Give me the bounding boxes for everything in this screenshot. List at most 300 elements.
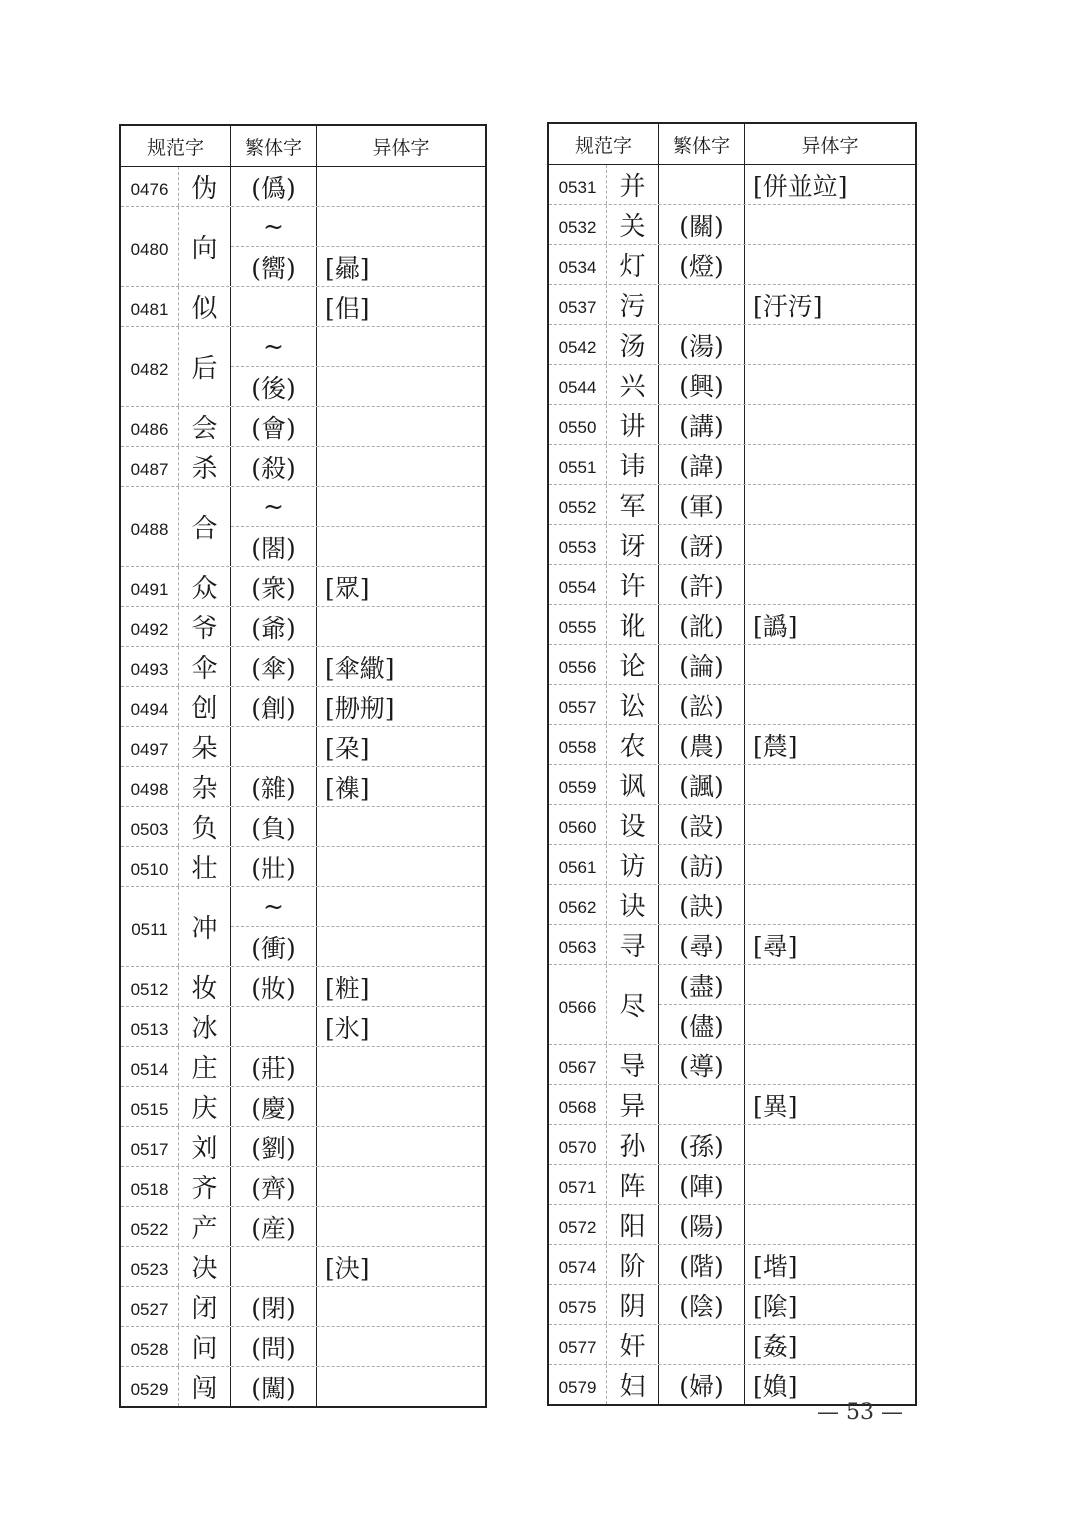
table-row: [549, 965, 915, 1045]
standard-char: 爷: [179, 607, 231, 646]
table-row: [549, 445, 915, 485]
table-row: [549, 365, 915, 405]
variant-char: [汙汚]: [753, 291, 823, 321]
traditional-char: (農): [659, 725, 745, 764]
traditional-char: (負): [231, 807, 317, 846]
table-row: [549, 885, 915, 925]
table-row: [121, 567, 485, 607]
table-row: [121, 687, 485, 727]
variant-char: [尋]: [753, 931, 798, 961]
char-code: 0575: [549, 1285, 607, 1324]
table-row: [121, 287, 485, 327]
char-code: 0488: [121, 487, 179, 566]
char-code: 0577: [549, 1325, 607, 1364]
traditional-char: (燈): [659, 245, 745, 284]
table-row: [549, 925, 915, 965]
char-code: 0514: [121, 1047, 179, 1086]
char-code: 0528: [121, 1327, 179, 1366]
variant-char: [刱剏]: [325, 693, 395, 723]
traditional-char: (傘): [231, 647, 317, 686]
variant-char: [317, 1127, 485, 1166]
standard-char: 访: [607, 845, 659, 884]
standard-char: 会: [179, 407, 231, 446]
traditional-char: (創): [231, 687, 317, 726]
standard-char: 闯: [179, 1367, 231, 1406]
table-row: [549, 165, 915, 205]
variant-char: [317, 847, 485, 886]
standard-char: 灯: [607, 245, 659, 284]
variant-char: [745, 525, 915, 564]
char-code: 0529: [121, 1367, 179, 1406]
standard-char: 尽: [607, 965, 659, 1044]
char-code: 0561: [549, 845, 607, 884]
standard-char: 刘: [179, 1127, 231, 1166]
standard-char: 壮: [179, 847, 231, 886]
traditional-char: (軍): [659, 485, 745, 524]
variant-char: [佀]: [325, 293, 370, 323]
traditional-char: [659, 1085, 745, 1124]
traditional-char: (孫): [659, 1125, 745, 1164]
char-code: 0560: [549, 805, 607, 844]
char-code: 0476: [121, 167, 179, 206]
variant-char: [媍]: [753, 1371, 798, 1401]
variant-char: [317, 407, 485, 446]
table-row: [121, 207, 485, 287]
standard-char: 合: [179, 487, 231, 566]
variant-char: [317, 1327, 485, 1366]
standard-char: 妆: [179, 967, 231, 1006]
table-row: [549, 1165, 915, 1205]
variant-char: [317, 527, 485, 566]
traditional-char: (産): [231, 1207, 317, 1246]
standard-char: 阴: [607, 1285, 659, 1324]
traditional-char: [659, 165, 745, 204]
variant-char: [粧]: [325, 973, 370, 1003]
table-row: [121, 847, 485, 887]
standard-char: 污: [607, 285, 659, 324]
table-row: [121, 1087, 485, 1127]
variant-char: [745, 325, 915, 364]
page-number: — 53 —: [817, 1400, 903, 1425]
char-code: 0518: [121, 1167, 179, 1206]
char-code: 0493: [121, 647, 179, 686]
standard-char: 朵: [179, 727, 231, 766]
variant-char: [745, 885, 915, 924]
table-row: [549, 1325, 915, 1365]
character-table-left: [119, 124, 487, 1408]
variant-char: [745, 845, 915, 884]
variant-char: [745, 1125, 915, 1164]
traditional-char: [231, 1007, 317, 1046]
table-row: [549, 1125, 915, 1165]
table-row: [549, 605, 915, 645]
standard-char: 后: [179, 327, 231, 406]
char-code: 0527: [121, 1287, 179, 1326]
traditional-char: (閤): [231, 527, 317, 566]
table-row: [121, 647, 485, 687]
standard-char: 决: [179, 1247, 231, 1286]
traditional-char: (陣): [659, 1165, 745, 1204]
char-code: 0497: [121, 727, 179, 766]
header-traditional: 繁体字: [231, 126, 317, 166]
traditional-char: (雜): [231, 767, 317, 806]
traditional-char: [659, 1325, 745, 1364]
standard-char: 杂: [179, 767, 231, 806]
char-code: 0512: [121, 967, 179, 1006]
standard-char: 诀: [607, 885, 659, 924]
traditional-char: (會): [231, 407, 317, 446]
standard-char: 设: [607, 805, 659, 844]
standard-char: 妇: [607, 1365, 659, 1404]
standard-char: 负: [179, 807, 231, 846]
standard-char: 讳: [607, 445, 659, 484]
traditional-char: (導): [659, 1045, 745, 1084]
traditional-char: (莊): [231, 1047, 317, 1086]
standard-char: 伪: [179, 167, 231, 206]
char-code: 0557: [549, 685, 607, 724]
char-code: 0503: [121, 807, 179, 846]
variant-char: [異]: [753, 1091, 798, 1121]
table-row: [549, 765, 915, 805]
variant-char: [朶]: [325, 733, 370, 763]
char-code: 0579: [549, 1365, 607, 1404]
char-code: 0480: [121, 207, 179, 286]
standard-char: 杀: [179, 447, 231, 486]
variant-char: [隂]: [753, 1291, 798, 1321]
char-code: 0481: [121, 287, 179, 326]
header-variant: 异体字: [372, 136, 430, 159]
table-row: [121, 1007, 485, 1047]
table-row: [121, 447, 485, 487]
table-row: [121, 1287, 485, 1327]
standard-char: 异: [607, 1085, 659, 1124]
table-row: [549, 645, 915, 685]
traditional-char: (訟): [659, 685, 745, 724]
standard-char: 众: [179, 567, 231, 606]
standard-char: 庆: [179, 1087, 231, 1126]
char-code: 0534: [549, 245, 607, 284]
traditional-char: (階): [659, 1245, 745, 1284]
char-code: 0562: [549, 885, 607, 924]
char-code: 0486: [121, 407, 179, 446]
table-row: [121, 767, 485, 807]
table-row: [549, 685, 915, 725]
standard-char: 许: [607, 565, 659, 604]
table-row: [549, 1045, 915, 1085]
character-table-right: [547, 122, 917, 1406]
traditional-char: (論): [659, 645, 745, 684]
standard-char: 讲: [607, 405, 659, 444]
variant-char: [317, 447, 485, 486]
traditional-char: (湯): [659, 325, 745, 364]
table-row: [121, 1367, 485, 1406]
table-row: [549, 525, 915, 565]
traditional-char: (陰): [659, 1285, 745, 1324]
variant-char: [745, 405, 915, 444]
char-code: 0559: [549, 765, 607, 804]
table-row: [549, 725, 915, 765]
char-code: 0567: [549, 1045, 607, 1084]
variant-char: [317, 1047, 485, 1086]
variant-char: [745, 1005, 915, 1044]
traditional-char: [231, 1247, 317, 1286]
variant-char: [317, 1087, 485, 1126]
char-code: 0517: [121, 1127, 179, 1166]
standard-char: 问: [179, 1327, 231, 1366]
variant-char: [745, 1205, 915, 1244]
traditional-char: ~: [231, 327, 317, 366]
table-row: [121, 1047, 485, 1087]
traditional-char: (嚮): [231, 247, 317, 286]
traditional-char: (設): [659, 805, 745, 844]
traditional-char: [231, 287, 317, 326]
char-code: 0511: [121, 887, 179, 966]
standard-char: 冲: [179, 887, 231, 966]
table-row: [549, 1205, 915, 1245]
variant-char: [745, 485, 915, 524]
char-code: 0482: [121, 327, 179, 406]
char-code: 0550: [549, 405, 607, 444]
standard-char: 阵: [607, 1165, 659, 1204]
header-standard: 规范字: [549, 124, 659, 164]
table-row: [121, 1127, 485, 1167]
traditional-char: ~: [231, 487, 317, 526]
char-code: 0558: [549, 725, 607, 764]
char-code: 0522: [121, 1207, 179, 1246]
standard-char: 讶: [607, 525, 659, 564]
char-code: 0542: [549, 325, 607, 364]
table-row: [549, 405, 915, 445]
table-row: [121, 327, 485, 407]
variant-char: [317, 607, 485, 646]
traditional-char: (關): [659, 205, 745, 244]
variant-char: [併並竝]: [753, 171, 848, 201]
table-header: [549, 124, 915, 165]
standard-char: 讹: [607, 605, 659, 644]
table-row: [549, 845, 915, 885]
table-row: [121, 167, 485, 207]
variant-char: [317, 1367, 485, 1406]
table-row: [549, 1285, 915, 1325]
standard-char: 孙: [607, 1125, 659, 1164]
table-row: [549, 565, 915, 605]
variant-char: [745, 685, 915, 724]
traditional-char: (齊): [231, 1167, 317, 1206]
standard-char: 讽: [607, 765, 659, 804]
table-row: [121, 1247, 485, 1287]
standard-char: 庄: [179, 1047, 231, 1086]
char-code: 0532: [549, 205, 607, 244]
standard-char: 讼: [607, 685, 659, 724]
traditional-char: (陽): [659, 1205, 745, 1244]
traditional-char: (興): [659, 365, 745, 404]
standard-char: 创: [179, 687, 231, 726]
variant-char: [曏]: [325, 253, 370, 283]
char-code: 0566: [549, 965, 607, 1044]
table-row: [549, 485, 915, 525]
standard-char: 奸: [607, 1325, 659, 1364]
header-variant: 异体字: [801, 134, 859, 157]
variant-char: [745, 205, 915, 244]
traditional-char: (訛): [659, 605, 745, 644]
standard-char: 冰: [179, 1007, 231, 1046]
standard-char: 农: [607, 725, 659, 764]
traditional-char: (闖): [231, 1367, 317, 1406]
variant-char: [決]: [325, 1253, 370, 1283]
variant-char: [傘繖]: [325, 653, 395, 683]
variant-char: [317, 327, 485, 366]
traditional-char: (劉): [231, 1127, 317, 1166]
traditional-char: (訝): [659, 525, 745, 564]
char-code: 0572: [549, 1205, 607, 1244]
char-code: 0515: [121, 1087, 179, 1126]
table-header: [121, 126, 485, 167]
table-row: [549, 325, 915, 365]
variant-char: [辳]: [753, 731, 798, 761]
char-code: 0544: [549, 365, 607, 404]
traditional-char: [231, 727, 317, 766]
table-row: [121, 887, 485, 967]
char-code: 0513: [121, 1007, 179, 1046]
variant-char: [317, 1287, 485, 1326]
char-code: 0492: [121, 607, 179, 646]
header-traditional: 繁体字: [659, 124, 745, 164]
char-code: 0537: [549, 285, 607, 324]
variant-char: [317, 1207, 485, 1246]
variant-char: [745, 245, 915, 284]
standard-char: 导: [607, 1045, 659, 1084]
char-code: 0494: [121, 687, 179, 726]
standard-char: 关: [607, 205, 659, 244]
traditional-char: (儘): [659, 1005, 745, 1044]
traditional-char: (慶): [231, 1087, 317, 1126]
traditional-char: (問): [231, 1327, 317, 1366]
traditional-char: (婦): [659, 1365, 745, 1404]
traditional-char: (閉): [231, 1287, 317, 1326]
table-row: [549, 1365, 915, 1404]
variant-char: [氷]: [325, 1013, 370, 1043]
char-code: 0487: [121, 447, 179, 486]
char-code: 0571: [549, 1165, 607, 1204]
variant-char: [745, 1165, 915, 1204]
table-row: [549, 245, 915, 285]
variant-char: [譌]: [753, 611, 798, 641]
header-standard: 规范字: [121, 126, 231, 166]
variant-char: [745, 965, 915, 1004]
variant-char: [姦]: [753, 1331, 798, 1361]
variant-char: [317, 807, 485, 846]
char-code: 0551: [549, 445, 607, 484]
table-row: [549, 1245, 915, 1285]
variant-char: [745, 645, 915, 684]
table-row: [549, 805, 915, 845]
standard-char: 军: [607, 485, 659, 524]
variant-char: [317, 167, 485, 206]
standard-char: 兴: [607, 365, 659, 404]
table-row: [549, 1085, 915, 1125]
variant-char: [襍]: [325, 773, 370, 803]
traditional-char: (講): [659, 405, 745, 444]
variant-char: [745, 445, 915, 484]
table-row: [121, 1167, 485, 1207]
char-code: 0531: [549, 165, 607, 204]
char-code: 0554: [549, 565, 607, 604]
standard-char: 论: [607, 645, 659, 684]
table-row: [121, 967, 485, 1007]
variant-char: [745, 765, 915, 804]
traditional-char: (訪): [659, 845, 745, 884]
standard-char: 向: [179, 207, 231, 286]
table-row: [121, 1327, 485, 1367]
char-code: 0570: [549, 1125, 607, 1164]
variant-char: [317, 367, 485, 406]
standard-char: 并: [607, 165, 659, 204]
variant-char: [317, 1167, 485, 1206]
char-code: 0556: [549, 645, 607, 684]
traditional-char: (諱): [659, 445, 745, 484]
variant-char: [317, 207, 485, 246]
char-code: 0552: [549, 485, 607, 524]
traditional-char: (衝): [231, 927, 317, 966]
traditional-char: [659, 285, 745, 324]
table-row: [121, 807, 485, 847]
variant-char: [317, 887, 485, 926]
standard-char: 闭: [179, 1287, 231, 1326]
char-code: 0510: [121, 847, 179, 886]
standard-char: 齐: [179, 1167, 231, 1206]
table-row: [121, 1207, 485, 1247]
char-code: 0523: [121, 1247, 179, 1286]
traditional-char: (盡): [659, 965, 745, 1004]
variant-char: [眾]: [325, 573, 370, 603]
table-row: [121, 727, 485, 767]
table-row: [549, 285, 915, 325]
standard-char: 似: [179, 287, 231, 326]
char-code: 0553: [549, 525, 607, 564]
variant-char: [745, 365, 915, 404]
char-code: 0555: [549, 605, 607, 644]
variant-char: [堦]: [753, 1251, 798, 1281]
traditional-char: (妝): [231, 967, 317, 1006]
table-body: [121, 167, 485, 1406]
char-code: 0568: [549, 1085, 607, 1124]
traditional-char: (後): [231, 367, 317, 406]
char-code: 0563: [549, 925, 607, 964]
standard-char: 产: [179, 1207, 231, 1246]
variant-char: [745, 1045, 915, 1084]
traditional-char: (諷): [659, 765, 745, 804]
traditional-char: (壯): [231, 847, 317, 886]
table-row: [121, 607, 485, 647]
standard-char: 伞: [179, 647, 231, 686]
traditional-char: (僞): [231, 167, 317, 206]
traditional-char: (衆): [231, 567, 317, 606]
variant-char: [745, 805, 915, 844]
standard-char: 阳: [607, 1205, 659, 1244]
char-code: 0491: [121, 567, 179, 606]
traditional-char: (爺): [231, 607, 317, 646]
table-row: [549, 205, 915, 245]
standard-char: 阶: [607, 1245, 659, 1284]
traditional-char: (尋): [659, 925, 745, 964]
variant-char: [317, 487, 485, 526]
char-code: 0498: [121, 767, 179, 806]
variant-char: [317, 927, 485, 966]
traditional-char: (訣): [659, 885, 745, 924]
standard-char: 寻: [607, 925, 659, 964]
char-code: 0574: [549, 1245, 607, 1284]
traditional-char: ~: [231, 207, 317, 246]
